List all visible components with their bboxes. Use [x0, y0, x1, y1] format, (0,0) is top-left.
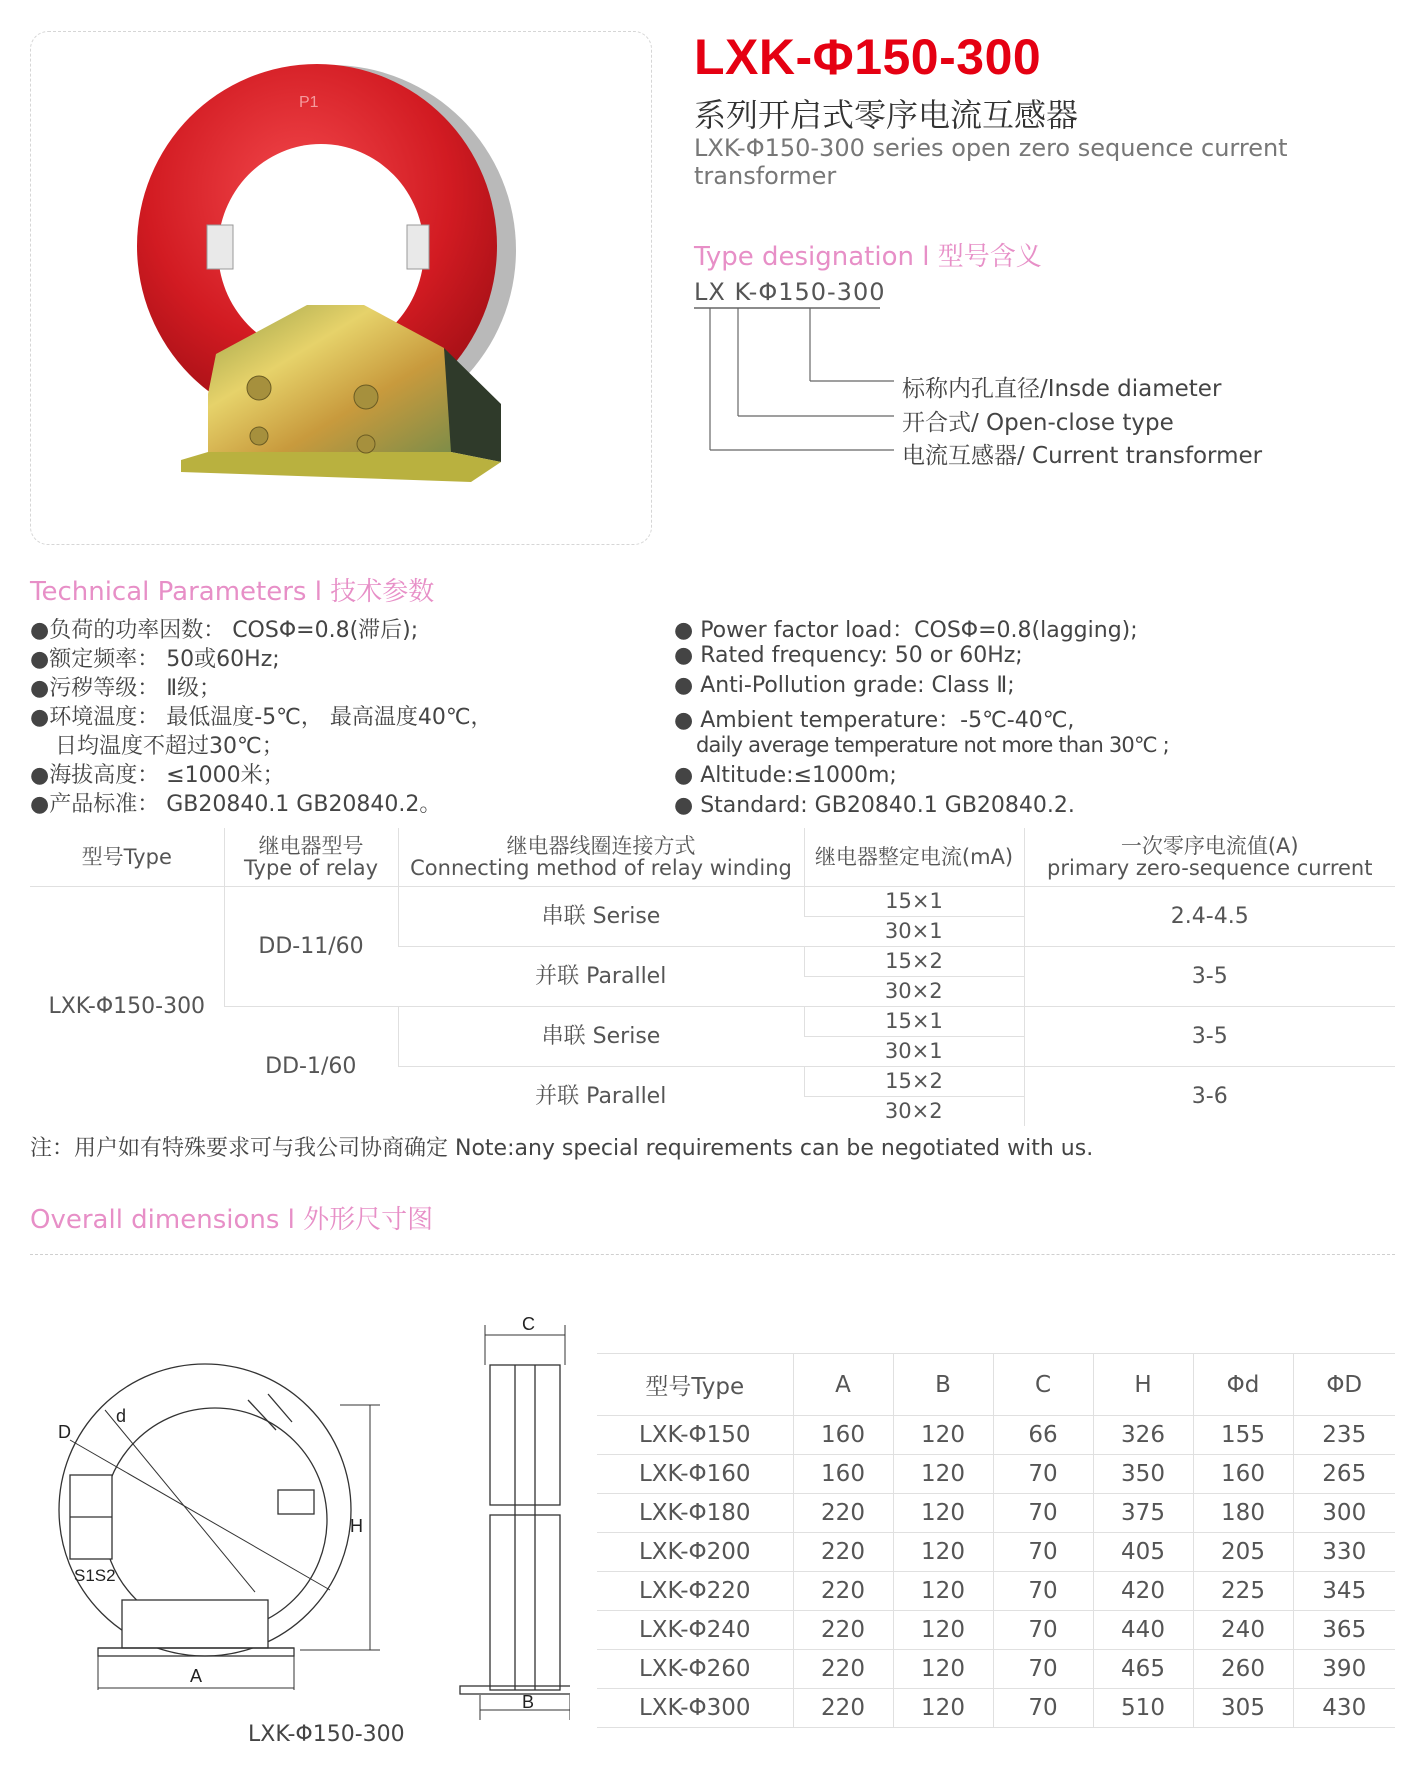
table-cell: 235	[1293, 1416, 1395, 1455]
table-cell: LXK-Φ150	[597, 1416, 793, 1455]
table-cell: 240	[1193, 1611, 1293, 1650]
table-cell: 365	[1293, 1611, 1395, 1650]
table-cell: LXK-Φ160	[597, 1455, 793, 1494]
table-cell: 390	[1293, 1650, 1395, 1689]
current-cell: 30×2	[804, 1097, 1024, 1127]
table-cell: 420	[1093, 1572, 1193, 1611]
drawing-label-H: H	[350, 1516, 363, 1536]
section-divider	[30, 1254, 1395, 1255]
current-cell: 15×2	[804, 947, 1024, 977]
table-cell: 120	[893, 1455, 993, 1494]
tech-param-en: daily average temperature not more than 30℃ ;	[696, 733, 1169, 757]
table-row	[597, 1533, 1395, 1572]
current-cell: 30×2	[804, 977, 1024, 1007]
method-cell: 串联 Serise	[398, 887, 804, 947]
primary-cell: 2.4-4.5	[1024, 887, 1395, 947]
table-cell: 70	[993, 1572, 1093, 1611]
tech-param-en: ● Standard: GB20840.1 GB20840.2.	[674, 793, 1075, 818]
designation-label-diameter: 标称内孔直径/Insde diameter	[902, 376, 1222, 402]
drawing-label-s1s2: S1S2	[74, 1566, 116, 1585]
table-cell: 66	[993, 1416, 1093, 1455]
table-row	[597, 1572, 1395, 1611]
model-cell: LXK-Φ150-300	[30, 887, 224, 1127]
type-designation-code: LX K-Φ150-300	[694, 278, 886, 306]
table-cell: 220	[793, 1689, 893, 1728]
table-cell: 440	[1093, 1611, 1193, 1650]
table-cell: 220	[793, 1611, 893, 1650]
tech-param-cn: ●海拔高度： ≤1000米；	[30, 763, 285, 788]
header-cell: B	[893, 1354, 993, 1416]
table-cell: 300	[1293, 1494, 1395, 1533]
current-cell: 30×1	[804, 1037, 1024, 1067]
table-cell: 70	[993, 1611, 1093, 1650]
primary-cell: 3-6	[1024, 1067, 1395, 1127]
table-cell: 120	[893, 1650, 993, 1689]
table-cell: 465	[1093, 1650, 1193, 1689]
tech-param-en: ● Power factor load：COSΦ=0.8(lagging);	[674, 618, 1138, 643]
tech-param-en: ● Anti-Pollution grade: Class Ⅱ;	[674, 673, 1015, 698]
drawing-label-B: B	[522, 1692, 535, 1712]
photo-marking: P1	[299, 94, 319, 111]
table-cell: LXK-Φ200	[597, 1533, 793, 1572]
table-cell: 430	[1293, 1689, 1395, 1728]
table-cell: 330	[1293, 1533, 1395, 1572]
table-row	[597, 1494, 1395, 1533]
page-title: LXK-Φ150-300	[694, 29, 1042, 85]
technical-parameters-heading: Technical Parameters l 技术参数	[30, 577, 435, 607]
current-cell: 15×1	[804, 887, 1024, 917]
table-cell: LXK-Φ240	[597, 1611, 793, 1650]
drawing-label-C: C	[522, 1314, 535, 1334]
type-designation-leader-lines	[694, 306, 894, 456]
table-cell: LXK-Φ300	[597, 1689, 793, 1728]
table-cell: 120	[893, 1611, 993, 1650]
overall-dimensions-heading: Overall dimensions l 外形尺寸图	[30, 1205, 434, 1235]
table-row	[30, 887, 1395, 917]
header-relay-type: 继电器型号 Type of relay	[224, 828, 398, 887]
table-cell: 120	[893, 1416, 993, 1455]
primary-cell: 3-5	[1024, 1007, 1395, 1067]
table-cell: 205	[1193, 1533, 1293, 1572]
tech-param-en: ● Rated frequency: 50 or 60Hz;	[674, 643, 1023, 668]
primary-cell: 3-5	[1024, 947, 1395, 1007]
table-cell: 160	[1193, 1455, 1293, 1494]
table-cell: 405	[1093, 1533, 1193, 1572]
table-row	[597, 1689, 1395, 1728]
table-cell: 120	[893, 1572, 993, 1611]
drawing-caption: LXK-Φ150-300	[248, 1722, 405, 1747]
drawing-label-A: A	[190, 1666, 203, 1686]
relay-type-cell: DD-11/60	[224, 887, 398, 1007]
table-cell: LXK-Φ180	[597, 1494, 793, 1533]
table-cell: LXK-Φ260	[597, 1650, 793, 1689]
table-cell: 120	[893, 1689, 993, 1728]
tech-param-en: ● Ambient temperature：-5℃-40℃,	[674, 708, 1075, 733]
type-designation-heading: Type designation l 型号含义	[694, 242, 1042, 272]
drawing-label-D: D	[58, 1422, 71, 1442]
table-cell: 220	[793, 1572, 893, 1611]
subtitle-cn: 系列开启式零序电流互感器	[694, 96, 1079, 134]
method-cell: 并联 Parallel	[398, 1067, 804, 1127]
product-photo-frame	[30, 31, 652, 545]
table-row	[30, 1007, 1395, 1037]
table-cell: 225	[1193, 1572, 1293, 1611]
current-cell: 30×1	[804, 917, 1024, 947]
table-cell: 220	[793, 1494, 893, 1533]
table-cell: 155	[1193, 1416, 1293, 1455]
table-cell: 305	[1193, 1689, 1293, 1728]
tech-param-cn: ●污秽等级： Ⅱ级；	[30, 676, 222, 701]
relay-spec-table	[30, 828, 1395, 1126]
dimensions-table	[597, 1353, 1395, 1728]
header-cell: Φd	[1193, 1354, 1293, 1416]
tech-param-cn: 日均温度不超过30℃；	[55, 734, 284, 759]
table-cell: 70	[993, 1689, 1093, 1728]
method-cell: 并联 Parallel	[398, 947, 804, 1007]
table-cell: 326	[1093, 1416, 1193, 1455]
table-cell: 180	[1193, 1494, 1293, 1533]
header-connecting-method: 继电器线圈连接方式 Connecting method of relay winding	[398, 828, 804, 887]
current-cell: 15×2	[804, 1067, 1024, 1097]
table-row	[597, 1611, 1395, 1650]
relay-type-cell: DD-1/60	[224, 1007, 398, 1127]
table-cell: 510	[1093, 1689, 1193, 1728]
table-cell: 70	[993, 1650, 1093, 1689]
table-cell: 375	[1093, 1494, 1193, 1533]
product-photo	[31, 32, 651, 544]
table-cell: 260	[1193, 1650, 1293, 1689]
header-setting-current: 继电器整定电流(mA)	[804, 828, 1024, 887]
table-cell: 220	[793, 1650, 893, 1689]
tech-param-cn: ●额定频率： 50或60Hz;	[30, 647, 280, 672]
subtitle-en: LXK-Φ150-300 series open zero sequence current transformer	[694, 134, 1288, 190]
header-cell: H	[1093, 1354, 1193, 1416]
header-cell: ΦD	[1293, 1354, 1395, 1416]
table-header-row	[30, 828, 1395, 887]
tech-param-cn: ●负荷的功率因数： COSΦ=0.8(滞后);	[30, 618, 419, 643]
header-primary-current: 一次零序电流值(A) primary zero-sequence current	[1024, 828, 1395, 887]
table-cell: LXK-Φ220	[597, 1572, 793, 1611]
header-cell: C	[993, 1354, 1093, 1416]
table-row	[597, 1455, 1395, 1494]
header-type: 型号Type	[81, 844, 172, 869]
table-cell: 70	[993, 1494, 1093, 1533]
table-cell: 120	[893, 1533, 993, 1572]
designation-label-transformer: 电流互感器/ Current transformer	[902, 443, 1263, 469]
table-cell: 345	[1293, 1572, 1395, 1611]
dimension-drawing	[40, 1310, 570, 1730]
designation-label-open-close: 开合式/ Open-close type	[902, 410, 1174, 436]
header-cell: A	[793, 1354, 893, 1416]
tech-param-cn: ●产品标准： GB20840.1 GB20840.2。	[30, 792, 442, 817]
current-cell: 15×1	[804, 1007, 1024, 1037]
table-header-row	[597, 1354, 1395, 1416]
method-cell: 串联 Serise	[398, 1007, 804, 1067]
table-cell: 265	[1293, 1455, 1395, 1494]
table-cell: 160	[793, 1416, 893, 1455]
table-cell: 350	[1093, 1455, 1193, 1494]
table-cell: 220	[793, 1533, 893, 1572]
drawing-label-d: d	[116, 1406, 127, 1426]
header-cell: 型号Type	[597, 1354, 793, 1416]
table-row	[597, 1650, 1395, 1689]
table-cell: 160	[793, 1455, 893, 1494]
table-row	[597, 1416, 1395, 1455]
note-text: 注：用户如有特殊要求可与我公司协商确定 Note:any special requirements can be negotiated with us.	[30, 1136, 1094, 1161]
table-cell: 70	[993, 1533, 1093, 1572]
table-cell: 70	[993, 1455, 1093, 1494]
tech-param-en: ● Altitude:≤1000m;	[674, 763, 897, 788]
table-cell: 120	[893, 1494, 993, 1533]
tech-param-cn: ●环境温度： 最低温度-5℃， 最高温度40℃，	[30, 705, 493, 730]
